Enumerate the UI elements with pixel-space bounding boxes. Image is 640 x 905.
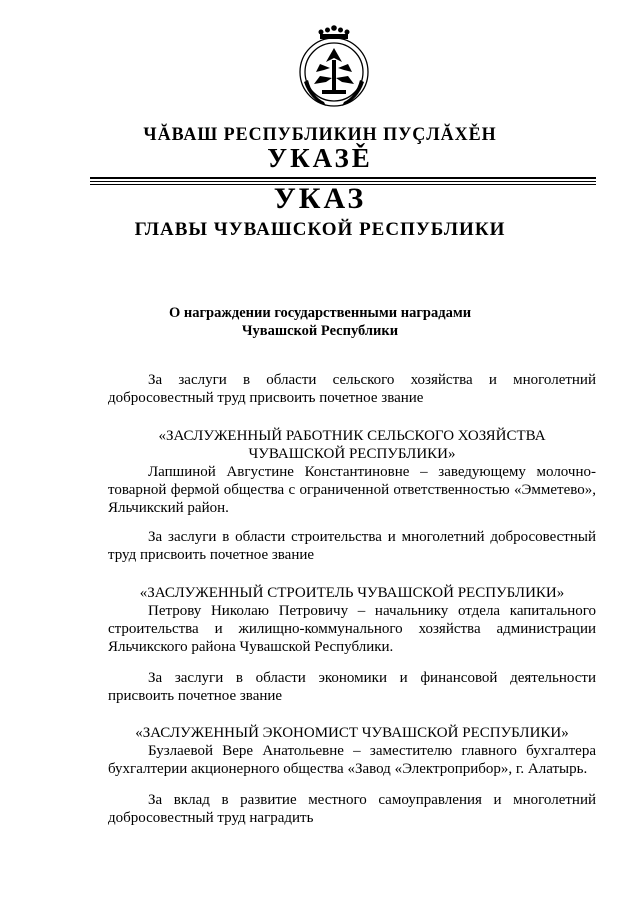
decree-heading: УКАЗ — [273, 182, 367, 215]
coat-of-arms-emblem — [290, 22, 378, 114]
recipient-text: Лапшиной Августине Константиновне – заведующему молочно-товарной фермой общества с ограниченной ответственностью «Эмметево», Яльчикский район. — [108, 464, 596, 516]
award-title: «ЗАСЛУЖЕННЫЙ ЭКОНОМИСТ ЧУВАШСКОЙ РЕСПУБЛИКИ» — [135, 725, 569, 741]
document-title-line: Чувашской Республики — [241, 323, 399, 339]
document-title-line: О награждении государственными наградами — [168, 305, 472, 321]
section-intro: За вклад в развитие местного самоуправления и многолетний добросовестный труд наградить — [108, 792, 596, 826]
award-title: «ЗАСЛУЖЕННЫЙ СТРОИТЕЛЬ ЧУВАШСКОЙ РЕСПУБЛИКИ» — [139, 585, 565, 601]
section-intro: За заслуги в области экономики и финансовой деятельности присвоить почетное звание — [108, 670, 596, 704]
document-title — [0, 304, 640, 340]
chuvash-authority-heading: ЧĂВАШ РЕСПУБЛИКИН ПУÇЛĂХĚН — [143, 124, 497, 145]
russian-authority-heading: ГЛАВЫ ЧУВАШСКОЙ РЕСПУБЛИКИ — [134, 219, 506, 240]
recipient-text: Петрову Николаю Петровичу – начальнику отдела капитального строительства и жилищно-коммунального хозяйства администрации Яльчикского района Чувашской Республики. — [108, 603, 596, 655]
award-title: «ЗАСЛУЖЕННЫЙ РАБОТНИК СЕЛЬСКОГО ХОЗЯЙСТВА ЧУВАШСКОЙ РЕСПУБЛИКИ» — [158, 428, 546, 462]
section-intro: За заслуги в области сельского хозяйства и многолетний добросовестный труд присвоить почетное звание — [108, 372, 596, 406]
section-intro: За заслуги в области строительства и многолетний добросовестный труд присвоить почетное звание — [108, 529, 596, 563]
header-divider — [90, 177, 596, 179]
chuvash-decree-heading: УКАЗĚ — [267, 143, 373, 173]
recipient-text: Бузлаевой Вере Анатольевне – заместителю главного бухгалтера бухгалтерии акционерного общества «Завод «Электроприбор», г. Алатырь. — [108, 743, 596, 777]
